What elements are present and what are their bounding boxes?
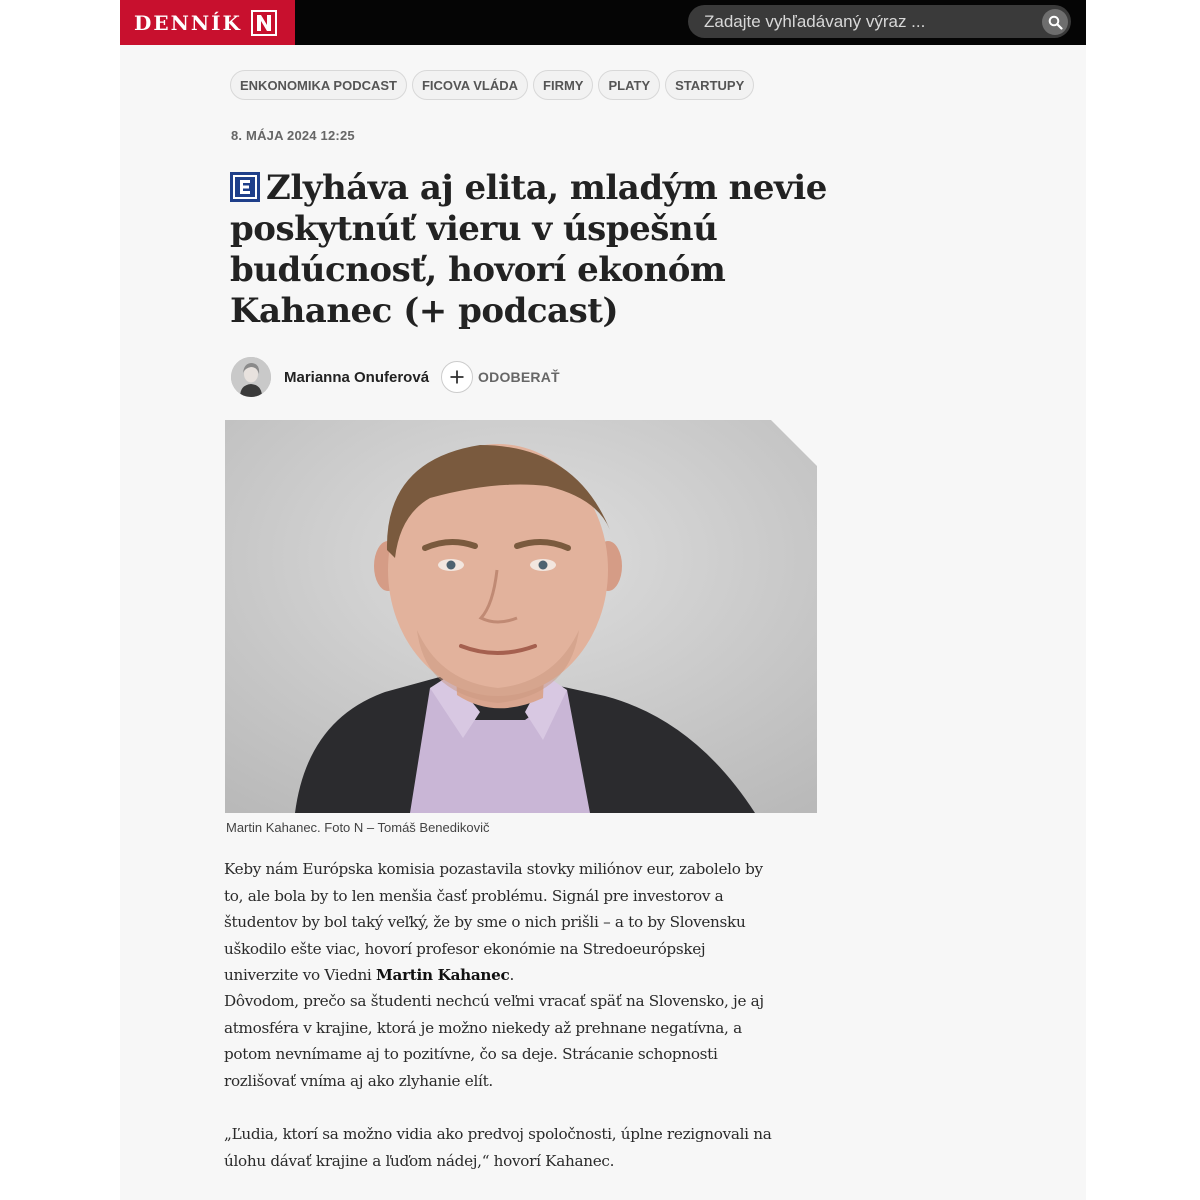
tag-list [230,70,754,100]
tag-firmy[interactable]: FIRMY [533,70,593,100]
paragraph-1 [224,856,784,989]
search-button[interactable] [1042,9,1068,35]
tag-startupy[interactable]: STARTUPY [665,70,754,100]
article-photo[interactable] [225,420,817,813]
subscribe-button[interactable] [441,361,560,393]
paragraph-3: „Ľudia, ktorí sa možno vidia ako predvoj spoločnosti, úplne rezignovali na úlohu dávať krajine a ľuďom nádej,“ hovorí Kahanec. [224,1125,772,1170]
article-title [230,168,890,332]
photo-caption: Martin Kahanec. Foto N – Tomáš Benedikovič [226,820,490,835]
paragraph-1-end: . [509,966,514,984]
e-icon [230,172,260,202]
logo-text: DENNÍK [134,10,242,35]
search-box [688,5,1071,38]
author-row [231,357,560,397]
article-date: 8. MÁJA 2024 12:25 [231,128,355,143]
tag-enkonomika-podcast[interactable]: ENKONOMIKA PODCAST [230,70,407,100]
plus-icon [441,361,473,393]
search-icon [1048,15,1063,30]
page [120,0,1086,1200]
article-title-text: Zlyháva aj elita, mladým nevie poskytnúť vieru v úspešnú budúcnosť, hovorí ekonóm Kahanec (+ podcast) [230,168,827,331]
author-avatar[interactable] [231,357,271,397]
tag-ficova-vlada[interactable]: FICOVA VLÁDA [412,70,528,100]
highlighted-name: Martin Kahanec [376,966,510,984]
top-bar [120,0,1086,45]
logo-n-icon [251,10,277,36]
paragraph-2: Dôvodom, prečo sa študenti nechcú veľmi vracať späť na Slovensko, je aj atmosféra v krajine, ktorá je možno niekedy až prehnane negatívna, a potom nevnímame aj to pozitívne, čo sa deje. Strácanie schopnosti rozlišovať vníma aj ako zlyhanie elít. [224,992,764,1090]
site-logo[interactable] [120,0,295,45]
paragraph-1-text: Keby nám Európska komisia pozastavila stovky miliónov eur, zabolelo by to, ale bola by to len menšia časť problému. Signál pre investorov a študentov by bol taký veľký, že by sme o nich prišli – a to by Slovensku uškodilo ešte viac, hovorí profesor ekonómie na Stredoeurópskej univerzite vo Viedni [224,860,763,984]
author-name[interactable]: Marianna Onuferová [284,368,430,386]
subscribe-label: ODOBERAŤ [478,369,560,385]
search-input[interactable] [704,5,1024,38]
tag-platy[interactable]: PLATY [598,70,660,100]
